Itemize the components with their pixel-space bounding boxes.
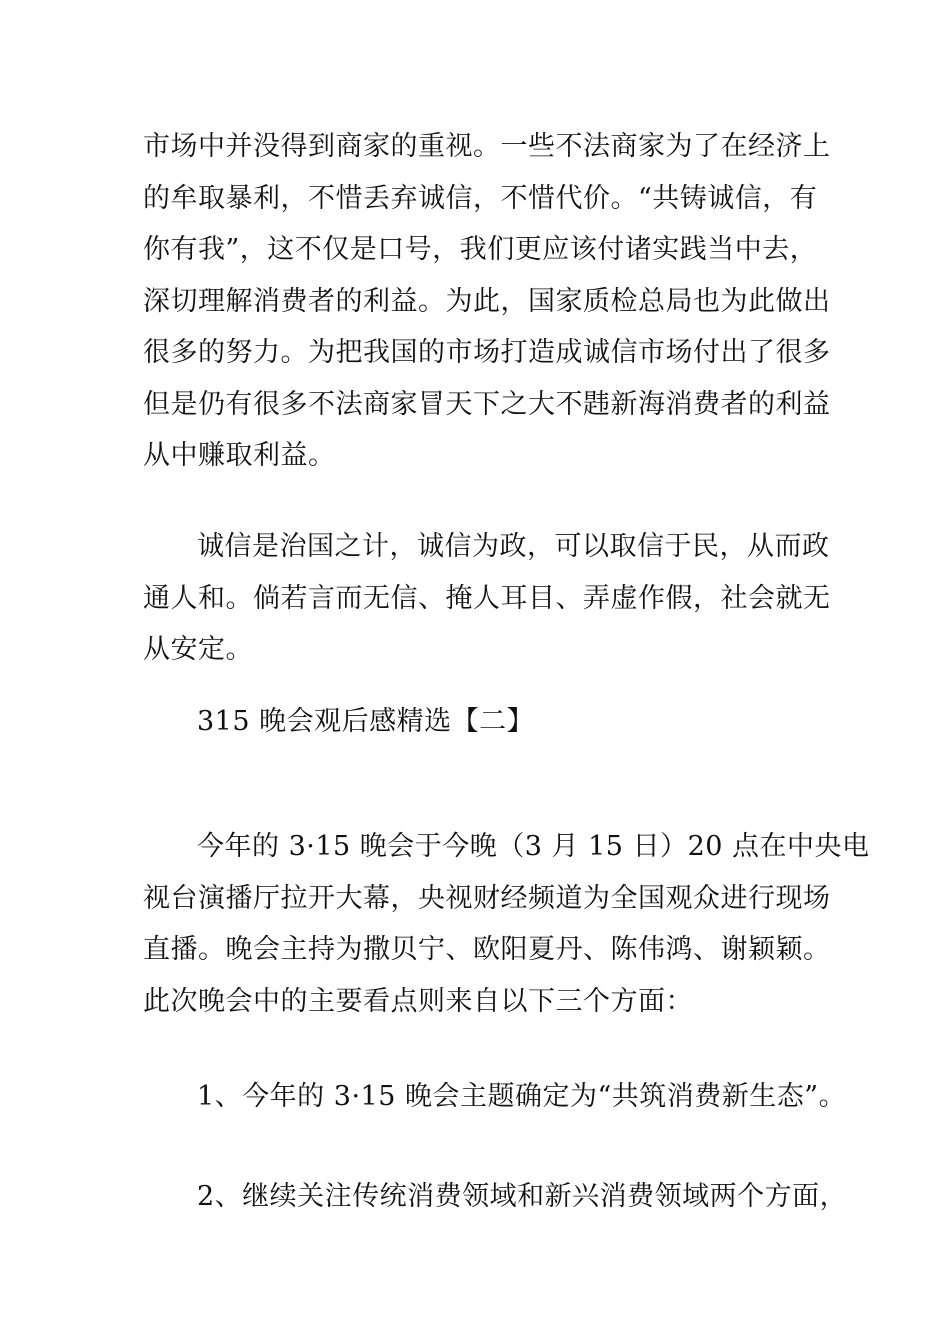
text-line: 市场中并没得到商家的重视。一些不法商家为了在经济上 (143, 131, 831, 162)
text-line: 但是仍有很多不法商家冒天下之大不韪新海消费者的利益 (143, 388, 831, 420)
text-line: 的牟取暴利，不惜丢弃诚信，不惜代价。“共铸诚信，有 (143, 182, 818, 214)
text-line: 很多的努力。为把我国的市场打造成诚信市场付出了很多 (143, 337, 831, 368)
text-line: 视台演播厅拉开大幕，央视财经频道为全国观众进行现场 (143, 882, 831, 914)
text-line: 今年的 3·15 晚会于今晚（3 月 15 日）20 点在中央电 (197, 831, 870, 862)
text-line: 从中赚取利益。 (143, 440, 336, 471)
text-line: 从安定。 (143, 634, 253, 665)
text-line: 直播。晚会主持为撒贝宁、欧阳夏丹、陈伟鸿、谢颖颖。 (143, 934, 831, 965)
text-line: 深切理解消费者的利益。为此，国家质检总局也为此做出 (143, 285, 831, 317)
list-item-1 (143, 1071, 847, 1123)
paragraph-integrity-governance (143, 521, 831, 676)
text-line: 1、今年的 3·15 晚会主题确定为“共筑消费新生态”。 (197, 1081, 847, 1112)
text-line: 2、继续关注传统消费领域和新兴消费领域两个方面， (197, 1181, 848, 1212)
section-heading (143, 696, 823, 748)
text-line: 此次晚会中的主要看点则来自以下三个方面： (143, 985, 693, 1017)
paragraph-integrity-market (143, 121, 831, 482)
text-line: 你有我”，这不仅是口号，我们更应该付诸实践当中去， (143, 234, 818, 265)
list-item-2 (143, 1171, 848, 1223)
heading-text: 315 晚会观后感精选【二】 (197, 706, 535, 737)
paragraph-gala-intro (143, 821, 870, 1027)
text-line: 通人和。倘若言而无信、掩人耳目、弄虚作假，社会就无 (143, 582, 831, 614)
text-line: 诚信是治国之计，诚信为政，可以取信于民，从而政 (197, 531, 830, 562)
